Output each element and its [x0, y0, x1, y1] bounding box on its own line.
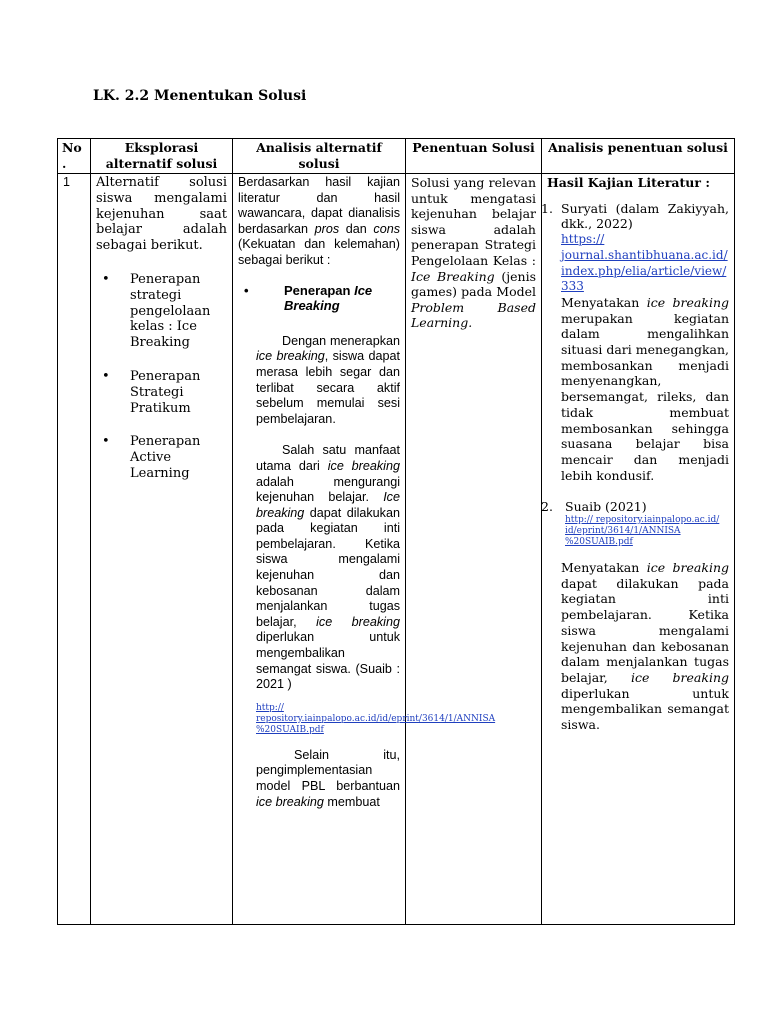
- solution-table: [57, 138, 735, 925]
- header-no: No .: [58, 139, 91, 174]
- reference-1-link[interactable]: https:// journal.shantibhuana.ac.id/ index.php/elia/article/view/ 333: [561, 232, 728, 294]
- analisis-paragraph-1: Dengan menerapkan ice breaking, siswa dapat merasa lebih segar dan terlibat secara aktif sebelum memulai sesi pembelajaran.: [256, 333, 400, 426]
- penentuan-text: Solusi yang relevan untuk mengatasi kejenuhan belajar siswa adalah penerapan Strategi Pengelolaan Kelas : Ice Breaking (jenis games) pada Model Problem Based Learning.: [411, 175, 536, 331]
- col-eksplorasi: [91, 174, 233, 925]
- reference-1-number: 1.: [541, 200, 553, 216]
- row-number-text: 1: [63, 175, 70, 189]
- eksplorasi-list: [96, 272, 227, 482]
- reference-2: [543, 499, 729, 732]
- header-penentuan: Penentuan Solusi: [406, 139, 542, 174]
- list-item: • Penerapan Active Learning: [96, 434, 227, 481]
- col-analisis-penentuan: [542, 174, 735, 925]
- reference-2-number: 2.: [541, 499, 553, 515]
- analisis-bullet: • Penerapan Ice Breaking: [238, 283, 400, 314]
- analisis-intro: Berdasarkan hasil kajian literatur dan hasil wawancara, dapat dianalisis berdasarkan pros dan cons (Kekuatan dan kelemahan) sebagai berikut :: [238, 175, 400, 267]
- analisis-source-link[interactable]: http:// repository.iainpalopo.ac.id/id/eprint/3614/1/ANNISA %20SUAIB.pdf: [256, 702, 496, 735]
- list-item: • Penerapan strategi pengelolaan kelas : Ice Breaking: [96, 272, 227, 351]
- table-header-row: [58, 139, 735, 174]
- reference-2-link[interactable]: http:// repository.iainpalopo.ac.id/ id/eprint/3614/1/ANNISA %20SUAIB.pdf: [565, 515, 720, 548]
- table-row: [58, 174, 735, 925]
- header-eksplorasi: Eksplorasi alternatif solusi: [91, 139, 233, 174]
- row-number: [58, 174, 91, 925]
- reference-2-text: Menyatakan ice breaking dapat dilakukan pada kegiatan inti pembelajaran. Ketika siswa mengalami kejenuhan dan kebosanan dalam menjalankan tugas belajar, ice breaking diperlukan untuk mengembalikan semangat siswa.: [561, 560, 729, 733]
- page-title: LK. 2.2 Menentukan Solusi: [93, 88, 307, 104]
- reference-1-text: Menyatakan ice breaking merupakan kegiatan dalam mengalihkan situasi dari menegangkan, membosankan menjadi menyenangkan, bersemangat, rileks, dan tidak membuat membosankan sehingga suasana belajar bisa mencair dan menjadi lebih kondusif.: [561, 294, 729, 483]
- reference-1-citation: Suryati (dalam Zakiyyah, dkk., 2022): [561, 200, 729, 232]
- reference-2-citation: Suaib (2021): [565, 499, 647, 515]
- analisis-paragraph-2: Salah satu manfaat utama dari ice breaking adalah mengurangi kejenuhan belajar. Ice breaking dapat dilakukan pada kegiatan inti pembelajaran. Ketika siswa mengalami kejenuhan dan kebosanan dalam menjalankan tugas belajar, ice breaking diperlukan untuk mengembalikan semangat siswa. (Suaib : 2021 ): [256, 443, 400, 692]
- reference-1: [543, 201, 729, 484]
- header-analisis-penentuan: Analisis penentuan solusi: [542, 139, 735, 174]
- col-penentuan: [406, 174, 542, 925]
- hasil-kajian-heading: Hasil Kajian Literatur :: [547, 175, 710, 190]
- list-item: • Penerapan Strategi Pratikum: [96, 369, 227, 416]
- eksplorasi-intro: Alternatif solusi siswa mengalami kejenuhan saat belajar adalah sebagai berikut.: [96, 175, 227, 254]
- analisis-paragraph-3: Selain itu, pengimplementasian model PBL berbantuan ice breaking membuat: [256, 747, 400, 809]
- header-analisis-alternatif: Analisis alternatif solusi: [233, 139, 406, 174]
